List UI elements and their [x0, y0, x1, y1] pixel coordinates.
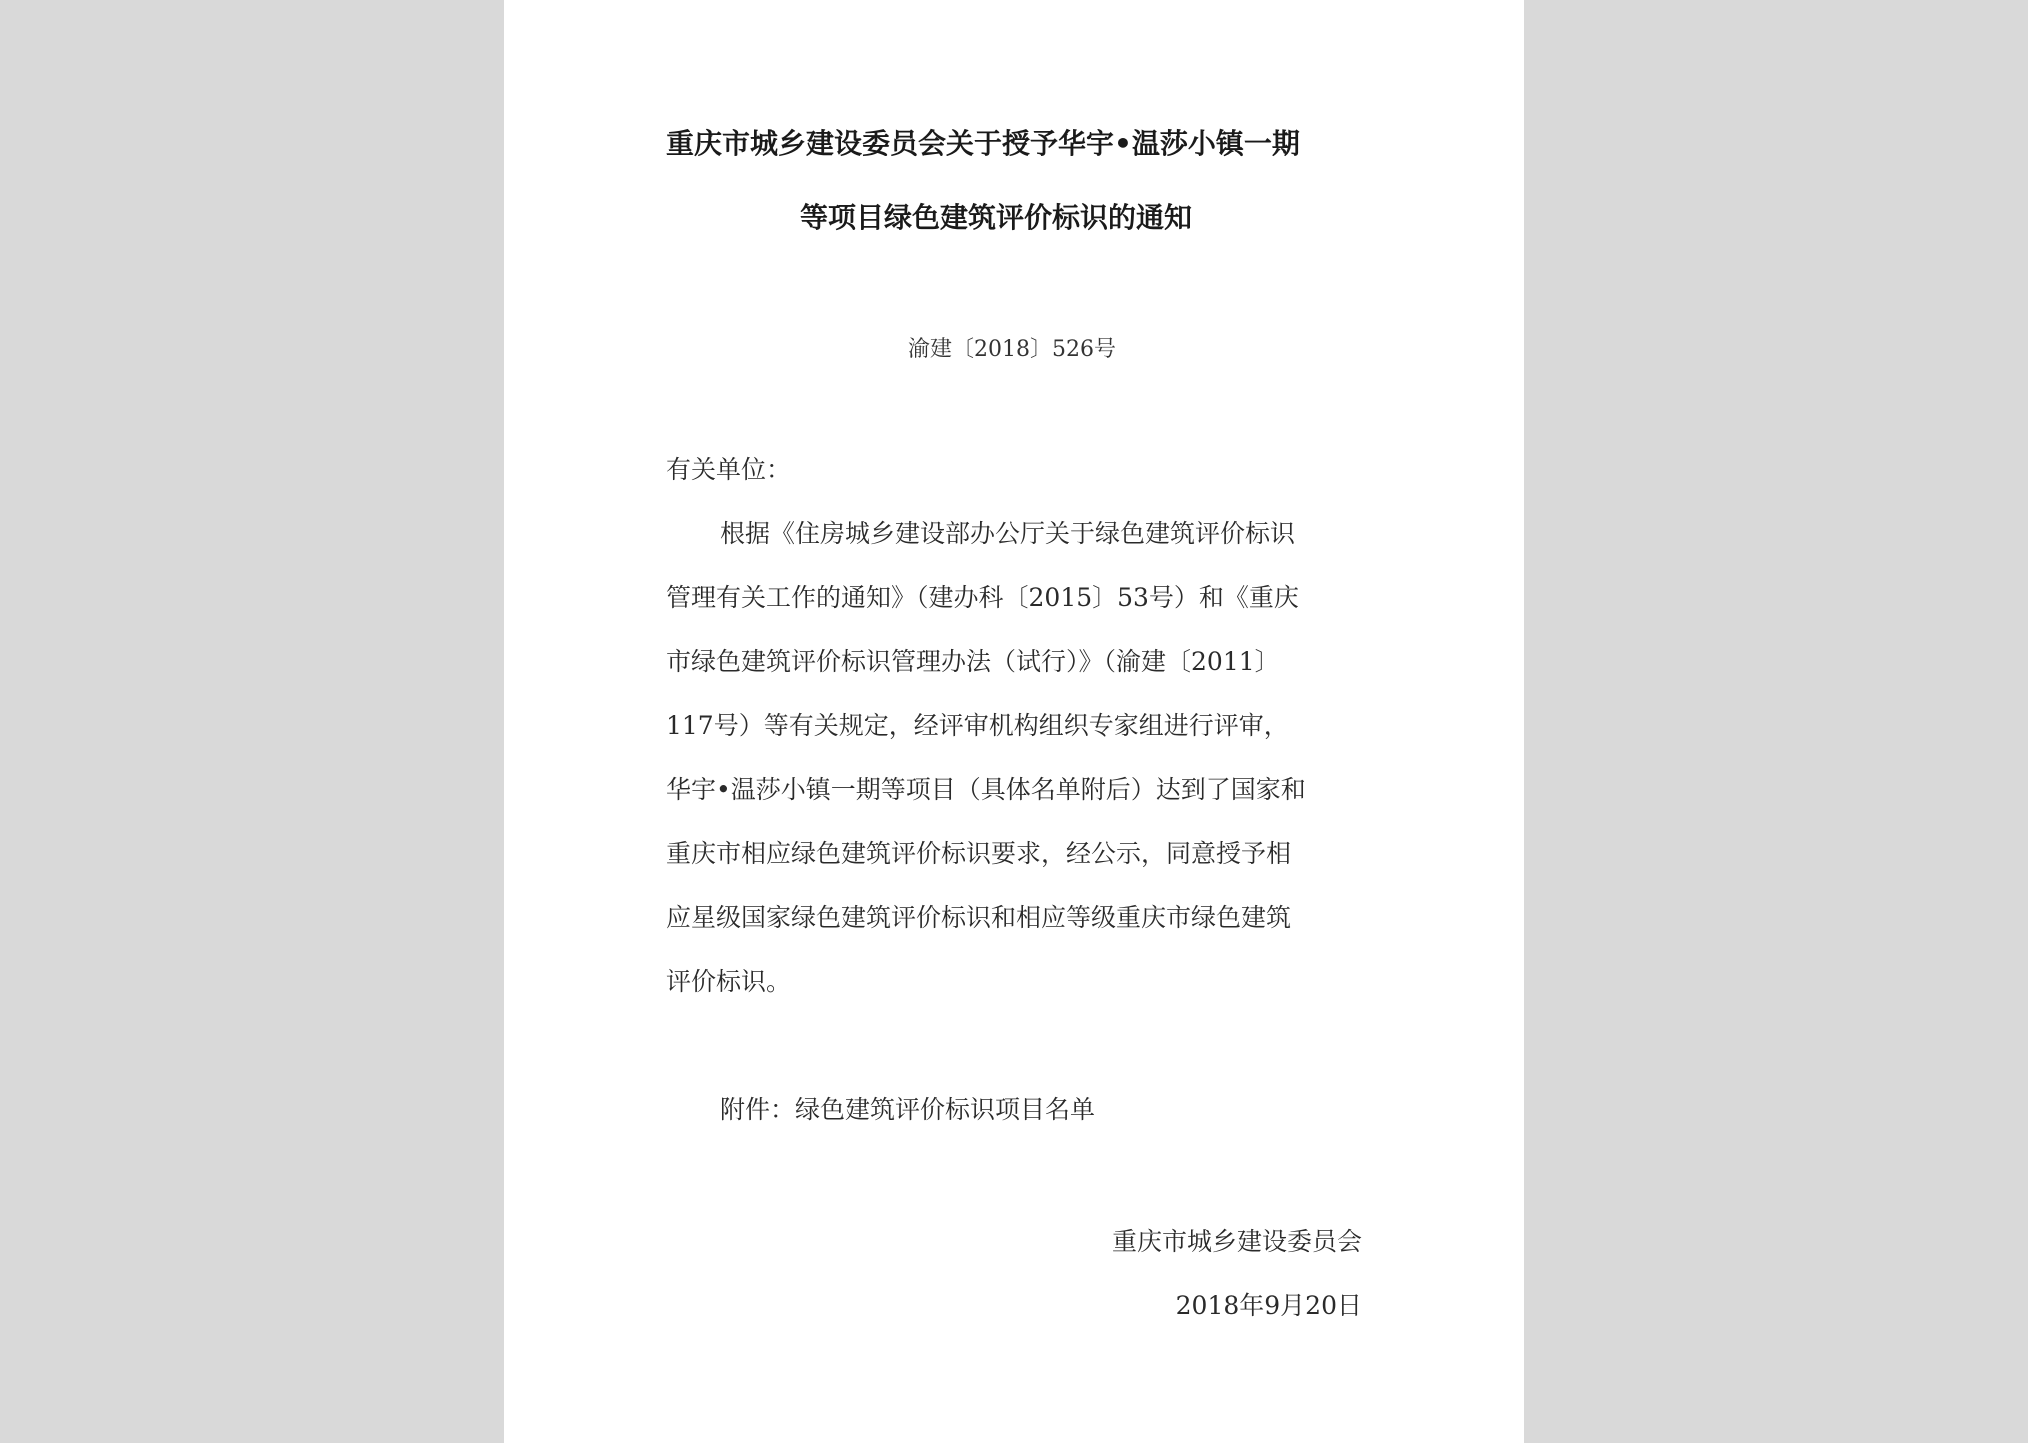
- title-line-2: 等项目绿色建筑评价标识的通知: [800, 201, 1193, 234]
- body-line-1: 根据《住房城乡建设部办公厅关于绿色建筑评价标识: [720, 519, 1296, 548]
- issuer: 重庆市城乡建设委员会: [1111, 1227, 1362, 1256]
- document-number: 渝建〔2018〕526号: [908, 337, 1116, 362]
- attachment-note: 附件：绿色建筑评价标识项目名单: [720, 1095, 1096, 1124]
- title-line-1: 重庆市城乡建设委员会关于授予华宇•温莎小镇一期: [666, 127, 1300, 160]
- body-line-2: 管理有关工作的通知》（建办科〔2015〕53号）和《重庆: [666, 583, 1299, 612]
- body-line-8: 评价标识。: [666, 967, 792, 996]
- body-line-6: 重庆市相应绿色建筑评价标识要求，经公示，同意授予相: [666, 839, 1292, 868]
- document-page: [504, 0, 1524, 1443]
- issue-date: 2018年9月20日: [1175, 1291, 1362, 1320]
- body-line-3: 市绿色建筑评价标识管理办法（试行）》（渝建〔2011〕: [666, 647, 1280, 676]
- body-line-4: 117号）等有关规定，经评审机构组织专家组进行评审，: [666, 711, 1289, 740]
- body-line-7: 应星级国家绿色建筑评价标识和相应等级重庆市绿色建筑: [666, 903, 1292, 932]
- salutation: 有关单位：: [666, 455, 792, 484]
- body-line-5: 华宇•温莎小镇一期等项目（具体名单附后）达到了国家和: [666, 775, 1306, 804]
